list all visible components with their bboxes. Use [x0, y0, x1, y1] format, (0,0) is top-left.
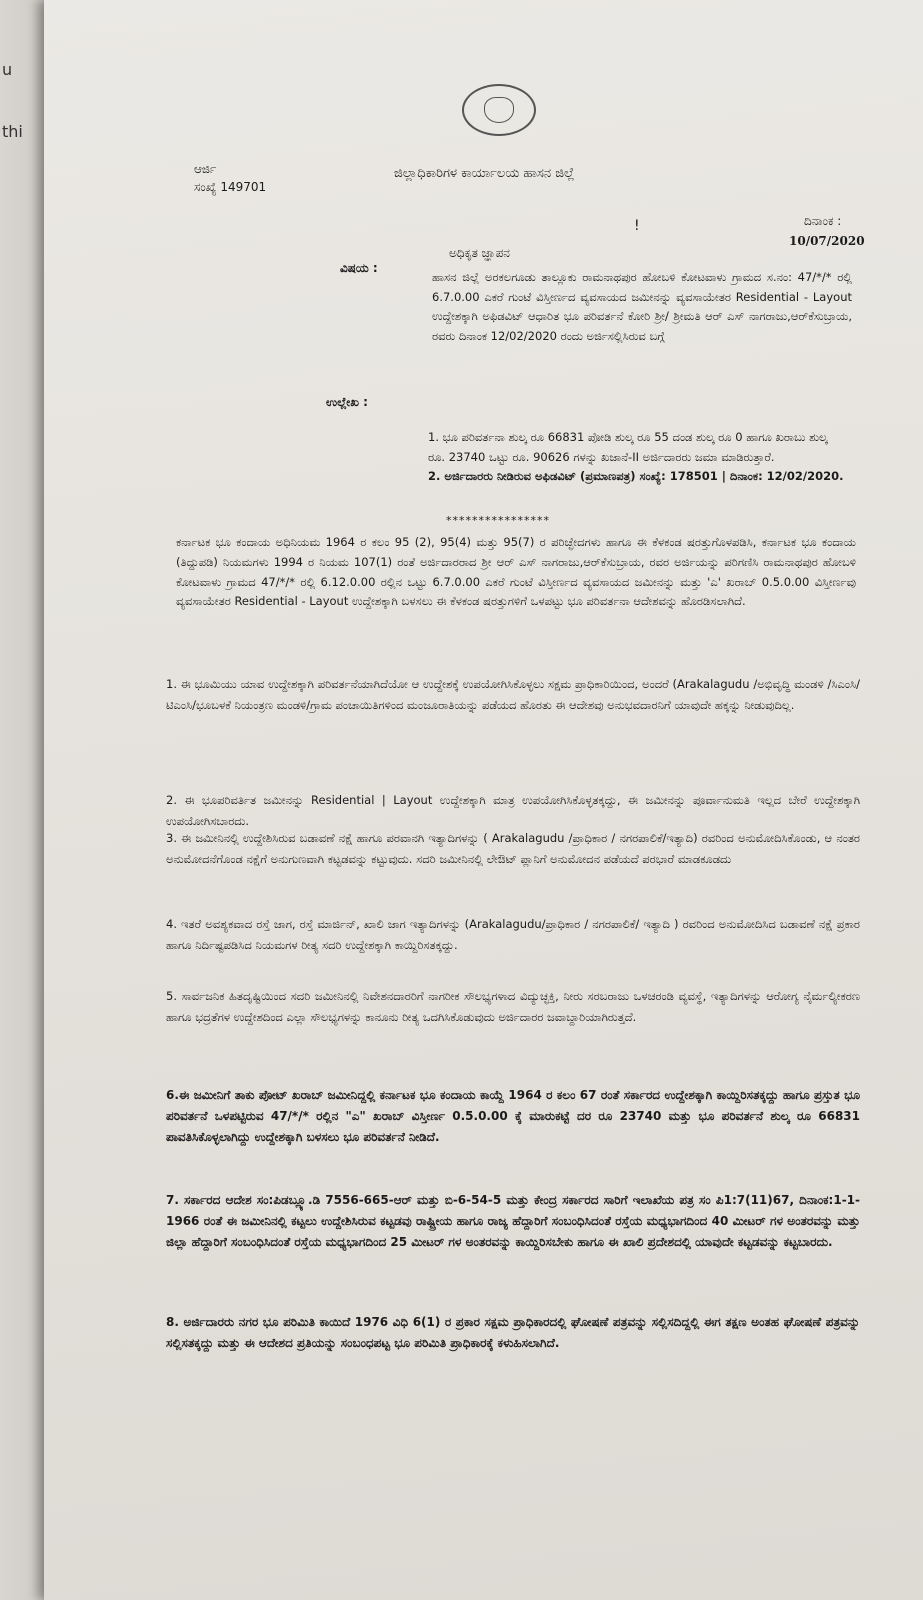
- condition-2: 2. ಈ ಭೂಪರಿವರ್ತಿತ ಜಮೀನನ್ನು Residential | Layout ಉದ್ದೇಶಕ್ಕಾಗಿ ಮಾತ್ರ ಉಪಯೋಗಿಸಿಕೊಳ್ಳತಕ್ಕದ್ದು, ಈ ಜಮೀನನ್ನು ಪೂರ್ವಾನುಮತಿ ಇಲ್ಲದ ಬೇರೆ ಉದ್ದೇಶಕ್ಕಾಗಿ ಉಪಯೋಗಿಸಬಾರದು.: [166, 793, 860, 828]
- reference-item-2: 2. ಅರ್ಜಿದಾರರು ನೀಡಿರುವ ಅಫಿಡವಿಟ್ (ಪ್ರಮಾಣಪತ್ರ) ಸಂಖ್ಯೆ: 178501 | ದಿನಾಂಕ: 12/02/2020.: [428, 469, 844, 484]
- reference-section-label: ಉಲ್ಲೇಖ :: [326, 395, 368, 409]
- condition-5: 5. ಸಾರ್ವಜನಿಕ ಹಿತದೃಷ್ಟಿಯಿಂದ ಸದರಿ ಜಮೀನಿನಲ್ಲಿ ನಿವೇಶನದಾರರಿಗೆ ನಾಗರೀಕ ಸೌಲಭ್ಯಗಳಾದ ವಿದ್ಯುಚ್ಛಕ್ತಿ, ನೀರು ಸರಬರಾಜು ಒಳಚರಂಡಿ ವ್ಯವಸ್ಥೆ, ಇತ್ಯಾದಿಗಳನ್ನು ಆರೋಗ್ಯ ನೈರ್ಮಲ್ಯೀಕರಣ ಹಾಗೂ ಭದ್ರತೆಗಳ ಉದ್ದೇಶದಿಂದ ಎಲ್ಲಾ ಸೌಲಭ್ಯಗಳನ್ನು ಕಾನೂನು ರೀತ್ಯ ಒದಗಿಸಿಕೊಡುವುದು ಅರ್ಜಿದಾರರ ಜವಾಬ್ದಾರಿಯಾಗಿರುತ್ತದೆ.: [166, 989, 860, 1024]
- order-body-paragraph: ಕರ್ನಾಟಕ ಭೂ ಕಂದಾಯ ಅಧಿನಿಯಮ 1964 ರ ಕಲಂ 95 (2), 95(4) ಮತ್ತು 95(7) ರ ಪರಿಚ್ಛೇದಗಳು ಹಾಗೂ ಈ ಕೆಳಕಂಡ ಷರತ್ತುಗೊಳಪಡಿಸಿ, ಕರ್ನಾಟಕ ಭೂ ಕಂದಾಯ (ತಿದ್ದುಪಡಿ) ನಿಯಮಗಳು 1994 ರ ನಿಯಮ 107(1) ರಂತೆ ಅರ್ಜಿದಾರರಾದ ಶ್ರೀ ಆರ್ ಎಸ್ ನಾಗರಾಜು,ಆರ್‌ಕೆಸುಬ್ರಾಯ, ರವರ ಅರ್ಜಿಯನ್ನು ಪರಿಗಣಿಸಿ ರಾಮನಾಥಪುರ ಹೋಬಳಿ ಕೋಟವಾಳು ಗ್ರಾಮದ 47/*/* ರಲ್ಲಿ 6.12.0.00 ರಲ್ಲಿನ ಒಟ್ಟು 6.7.0.00 ಎಕರೆ ಗುಂಟೆ ವಿಸ್ತೀರ್ಣದ ವ್ಯವಸಾಯದ ಜಮೀನನ್ನು ಮತ್ತು 'ಎ' ಖರಾಬ್ 0.5.0.00 ವಿಸ್ತೀರ್ಣವು ವ್ಯವಸಾಯೇತರ Residential - Layout ಉದ್ದೇಶಕ್ಕಾಗಿ ಬಳಸಲು ಈ ಕೆಳಕಂಡ ಷರತ್ತುಗಳಿಗೆ ಒಳಪಟ್ಟು ಭೂ ಪರಿವರ್ತನಾ ಆದೇಶವನ್ನು ಹೊರಡಿಸಲಾಗಿದೆ.: [176, 535, 856, 609]
- condition-1: 1. ಈ ಭೂಮಿಯು ಯಾವ ಉದ್ದೇಶಕ್ಕಾಗಿ ಪರಿವರ್ತನೆಯಾಗಿದೆಯೋ ಆ ಉದ್ದೇಶಕ್ಕೆ ಉಪಯೋಗಿಸಿಕೊಳ್ಳಲು ಸಕ್ಷಮ ಪ್ರಾಧಿಕಾರಿಯಿಂದ, ಅಂದರೆ (Arakalagudu /ಅಭಿವೃದ್ಧಿ ಮಂಡಳಿ /ಸಿಎಂಸಿ/ಟಿಎಂಸಿ/ಭೂಬಳಕೆ ನಿಯಂತ್ರಣ ಮಂಡಳಿ/ಗ್ರಾಮ ಪಂಚಾಯಿತಿಗಳಿಂದ ಮಂಜೂರಾತಿಯನ್ನು ಪಡೆಯದ ಹೊರತು ಈ ಆದೇಶವು ಅನುಭವದಾರನಿಗೆ ಯಾವುದೇ ಹಕ್ಕನ್ನು ನೀಡುವುದಿಲ್ಲ.: [166, 677, 860, 712]
- emblem-icon: [484, 97, 514, 123]
- reference-number: ಸಂಖ್ಯೆ 149701: [194, 180, 267, 194]
- condition-8: 8. ಅರ್ಜಿದಾರರು ನಗರ ಭೂ ಪರಿಮಿತಿ ಕಾಯಿದೆ 1976 ವಿಧಿ 6(1) ರ ಪ್ರಕಾರ ಸಕ್ಷಮ ಪ್ರಾಧಿಕಾರದಲ್ಲಿ ಘೋಷಣೆ ಪತ್ರವನ್ನು ಸಲ್ಲಿಸದಿದ್ದಲ್ಲಿ ಈಗ ತಕ್ಷಣ ಅಂತಹ ಘೋಷಣೆ ಪತ್ರವನ್ನು ಸಲ್ಲಿಸತಕ್ಕದ್ದು ಮತ್ತು ಈ ಆದೇಶದ ಪ್ರತಿಯನ್ನು ಸಂಬಂಧಪಟ್ಟ ಭೂ ಪರಿಮಿತಿ ಪ್ರಾಧಿಕಾರಕ್ಕೆ ಕಳುಹಿಸಲಾಗಿದೆ.: [166, 1315, 860, 1350]
- reference-label: ಆರ್ಜಿ: [194, 162, 217, 176]
- separator-stars: ****************: [446, 514, 550, 527]
- document-date: 10/07/2020: [789, 234, 865, 248]
- condition-7: 7. ಸರ್ಕಾರದ ಆದೇಶ ಸಂ:ಪಿಡಬ್ಲ್ಯೂ.ಡಿ 7556-665-ಆರ್ ಮತ್ತು ಬಿ-6-54-5 ಮತ್ತು ಕೇಂದ್ರ ಸರ್ಕಾರದ ಸಾರಿಗೆ ಇಲಾಖೆಯ ಪತ್ರ ಸಂ ಪಿ1:7(11)67, ದಿನಾಂಕ:1-1-1966 ರಂತೆ ಈ ಜಮೀನಿನಲ್ಲಿ ಕಟ್ಟಲು ಉದ್ದೇಶಿಸಿರುವ ಕಟ್ಟಡವು ರಾಷ್ಟ್ರೀಯ ಹಾಗೂ ರಾಜ್ಯ ಹೆದ್ದಾರಿಗೆ ಸಂಬಂಧಿಸಿದಂತೆ ರಸ್ತೆಯ ಮಧ್ಯಭಾಗದಿಂದ 40 ಮೀಟರ್ ಗಳ ಅಂತರವನ್ನು ಮತ್ತು ಜಿಲ್ಲಾ ಹೆದ್ದಾರಿಗೆ ಸಂಬಂಧಿಸಿದಂತೆ ರಸ್ತೆಯ ಮಧ್ಯಭಾಗದಿಂದ 25 ಮೀಟರ್ ಗಳ ಅಂತರವನ್ನು ಕಾಯ್ದಿರಿಸಬೇಕು ಹಾಗೂ ಈ ಖಾಲಿ ಪ್ರದೇಶದಲ್ಲಿ ಯಾವುದೇ ಕಟ್ಟಡವನ್ನು ಕಟ್ಟಬಾರದು.: [166, 1193, 860, 1249]
- margin-mark: !: [634, 218, 640, 234]
- date-label: ದಿನಾಂಕ :: [804, 214, 842, 228]
- reference-items: [428, 428, 848, 487]
- government-emblem: [462, 84, 536, 136]
- document-page: [44, 0, 923, 1600]
- underlying-text-fragment: u: [2, 60, 13, 79]
- office-heading: ಜಿಲ್ಲಾಧಿಕಾರಿಗಳ ಕಾರ್ಯಾಲಯ ಹಾಸನ ಜಿಲ್ಲೆ: [394, 166, 575, 181]
- underlying-text-fragment: thi: [2, 122, 23, 141]
- condition-4: 4. ಇತರೆ ಅವಶ್ಯಕವಾದ ರಸ್ತೆ ಜಾಗ, ರಸ್ತೆ ಮಾರ್ಜಿನ್, ಖಾಲಿ ಜಾಗ ಇತ್ಯಾದಿಗಳನ್ನು (Arakalagudu/ಪ್ರಾಧಿಕಾರ / ನಗರಪಾಲಿಕೆ/ ಇತ್ಯಾದಿ ) ರವರಿಂದ ಅನುಮೋದಿಸಿದ ಬಡಾವಣೆ ನಕ್ಷೆ ಪ್ರಕಾರ ಹಾಗೂ ನಿರ್ದಿಷ್ಟಪಡಿಸಿದ ನಿಯಮಗಳ ರೀತ್ಯ ಸದರಿ ಉದ್ದೇಶಕ್ಕಾಗಿ ಕಾಯ್ದಿರಿಸತಕ್ಕದ್ದು.: [166, 917, 860, 952]
- reference-item-1: 1. ಭೂ ಪರಿವರ್ತನಾ ಶುಲ್ಕ ರೂ 66831 ಪೋಡಿ ಶುಲ್ಕ ರೂ 55 ದಂಡ ಶುಲ್ಕ ರೂ 0 ಹಾಗೂ ಖರಾಬು ಶುಲ್ಕ ರೂ. 23740 ಒಟ್ಟು ರೂ. 90626 ಗಳನ್ನು ಖಜಾನೆ-II ಅರ್ಜಿದಾರರು ಜಮಾ ಮಾಡಿರುತ್ತಾರೆ.: [428, 430, 828, 464]
- condition-6: 6.ಈ ಜಮೀನಿಗೆ ತಾಕು ಪೋಟ್ ಖರಾಬ್ ಜಮೀನಿದ್ದಲ್ಲಿ ಕರ್ನಾಟಕ ಭೂ ಕಂದಾಯ ಕಾಯ್ದೆ 1964 ರ ಕಲಂ 67 ರಂತೆ ಸರ್ಕಾರದ ಉದ್ದೇಶಕ್ಕಾಗಿ ಕಾಯ್ದಿರಿಸತಕ್ಕದ್ದು ಹಾಗೂ ಪ್ರಸ್ತುತ ಭೂ ಪರಿವರ್ತನೆ ಒಳಪಟ್ಟಿರುವ 47/*/* ರಲ್ಲಿನ "ಎ" ಖರಾಬ್ ವಿಸ್ತೀರ್ಣ 0.5.0.00 ಕ್ಕೆ ಮಾರುಕಟ್ಟೆ ದರ ರೂ 23740 ಮತ್ತು ಭೂ ಪರಿವರ್ತನೆ ಶುಲ್ಕ ರೂ 66831 ಪಾವತಿಸಿಕೊಳ್ಳಲಾಗಿದ್ದು ಉದ್ದೇಶಕ್ಕಾಗಿ ಬಳಸಲು ಭೂ ಪರಿವರ್ತನೆ ನೀಡಿದೆ.: [166, 1088, 860, 1144]
- subject-text: ಹಾಸನ ಜಿಲ್ಲೆ ಅರಕಲಗೂಡು ತಾಲ್ಲೂಕು ರಾಮನಾಥಪುರ ಹೋಬಳಿ ಕೋಟವಾಳು ಗ್ರಾಮದ ಸ.ನಂ: 47/*/* ರಲ್ಲಿ 6.7.0.00 ಎಕರೆ ಗುಂಟೆ ವಿಸ್ತೀರ್ಣದ ವ್ಯವಸಾಯದ ಜಮೀನನ್ನು ವ್ಯವಸಾಯೇತರ Residential - Layout ಉದ್ದೇಶಕ್ಕಾಗಿ ಅಫಿಡವಿಟ್ ಆಧಾರಿತ ಭೂ ಪರಿವರ್ತನೆ ಕೋರಿ ಶ್ರೀ/ ಶ್ರೀಮತಿ ಆರ್ ಎಸ್ ನಾಗರಾಜು,ಆರ್‌ಕೆಸುಬ್ರಾಯ, ರವರು ದಿನಾಂಕ 12/02/2020 ರಂದು ಅರ್ಜಿಸಲ್ಲಿಸಿರುವ ಬಗ್ಗೆ: [432, 270, 852, 343]
- subject-label: ವಿಷಯ :: [340, 261, 378, 275]
- notice-title: ಅಧಿಕೃತ ಜ್ಞಾಪನ: [449, 246, 510, 260]
- condition-3: 3. ಈ ಜಮೀನಿನಲ್ಲಿ ಉದ್ದೇಶಿಸಿರುವ ಬಡಾವಣೆ ನಕ್ಷೆ ಹಾಗೂ ಪರವಾನಗಿ ಇತ್ಯಾದಿಗಳನ್ನು ( Arakalagudu /ಪ್ರಾಧಿಕಾರ / ನಗರಪಾಲಿಕೆ/ಇತ್ಯಾದಿ) ರವರಿಂದ ಅನುಮೋದಿಸಿಕೊಂಡು, ಆ ನಂತರ ಅನುಮೋದನೆಗೊಂಡ ನಕ್ಷೆಗೆ ಅನುಗುಣವಾಗಿ ಕಟ್ಟಡವನ್ನು ಕಟ್ಟುವುದು. ಸದರಿ ಜಮೀನಿನಲ್ಲಿ ಲೇಔಟ್ ಪ್ಲಾನಿಗೆ ಅನುಮೋದನ ಪಡೆಯದೆ ಪರಭಾರೆ ಮಾಡಕೂಡದು: [166, 831, 860, 866]
